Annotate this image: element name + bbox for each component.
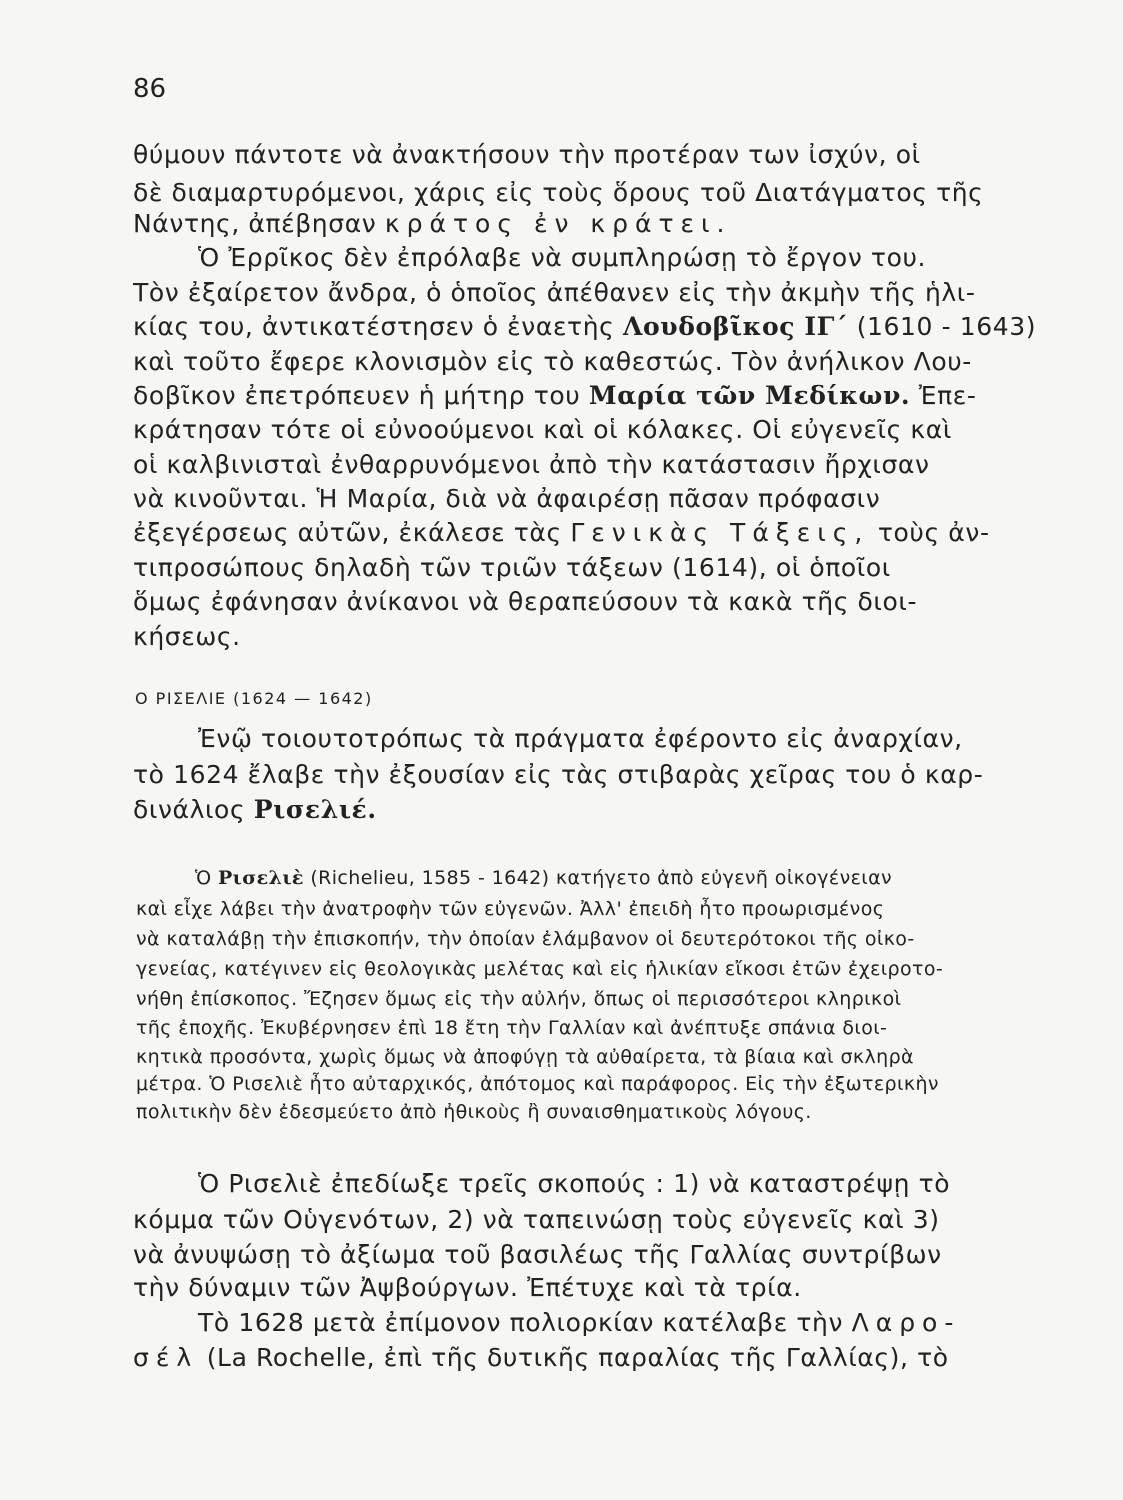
- spaced-emphasis: κράτος ἐν κράτει.: [384, 209, 732, 238]
- note-line: [195, 866, 892, 890]
- page-number: 86: [133, 74, 167, 104]
- note-line: τῆς ἐποχῆς. Ἐκυβέρνησεν ἐπὶ 18 ἔτη τὴν Γαλλίαν καὶ ἀνέπτυξε σπάνια διοι-: [136, 1017, 888, 1039]
- text-line: [133, 795, 377, 825]
- text-run: δοβῖκον ἐπετρόπευεν ἡ μήτηρ του: [133, 381, 581, 410]
- text-line: καὶ τοῦτο ἔφερε κλονισμὸν εἰς τὸ καθεστώς. Τὸν ἀνήλικον Λου-: [133, 347, 972, 376]
- text-run: Τὸ 1628 μετὰ ἐπίμονον πολιορκίαν κατέλαβε τὴν: [198, 1308, 844, 1337]
- bold-name: Λουδοβῖκος ΙΓ΄: [622, 312, 849, 341]
- bold-name: Ρισελιὲ: [217, 867, 304, 889]
- section-heading: Ο ΡΙΣΕΛΙΕ (1624 — 1642): [135, 689, 373, 708]
- note-line: πολιτικὴν δὲν ἐδεσμεύετο ἀπὸ ἠθικοὺς ἢ συναισθηματικοὺς λόγους.: [136, 1101, 812, 1123]
- text-line: κόμμα τῶν Οὑγενότων, 2) νὰ ταπεινώσῃ τοὺς εὐγενεῖς καὶ 3): [133, 1205, 940, 1234]
- text-line: [198, 1308, 960, 1338]
- text-line: [133, 312, 1036, 342]
- text-line: Ἐνῷ τοιουτοτρόπως τὰ πράγματα ἐφέροντο εἰς ἀναρχίαν,: [198, 724, 963, 753]
- text-line: τιπροσώπους δηλαδὴ τῶν τριῶν τάξεων (1614), οἱ ὁποῖοι: [133, 553, 891, 582]
- spaced-emphasis: Λαρο-: [851, 1308, 961, 1337]
- text-line: τὸ 1624 ἔλαβε τὴν ἐξουσίαν εἰς τὰς στιβαρὰς χεῖρας του ὁ καρ-: [133, 760, 984, 789]
- text-line: [133, 209, 731, 239]
- text-run: δινάλιος: [133, 795, 246, 824]
- text-line: Τὸν ἐξαίρετον ἄνδρα, ὁ ὁποῖος ἀπέθανεν εἰς τὴν ἀκμὴν τῆς ἡλι-: [133, 278, 976, 307]
- text-run: (La Rochelle, ἐπὶ τῆς δυτικῆς παραλίας τῆς Γαλλίας), τὸ: [206, 1343, 949, 1372]
- note-line: γενείας, κατέγινεν εἰς θεολογικὰς μελέτας καὶ εἰς ἡλικίαν εἴκοσι ἐτῶν ἐχειροτο-: [136, 958, 944, 980]
- text-line: κράτησαν τότε οἱ εὐνοούμενοι καὶ οἱ κόλακες. Οἱ εὐγενεῖς καὶ: [133, 415, 952, 444]
- text-run: Ὁ: [195, 867, 212, 889]
- text-line: νὰ κινοῦνται. Ἡ Μαρία, διὰ νὰ ἀφαιρέσῃ πᾶσαν πρόφασιν: [133, 484, 881, 513]
- spaced-emphasis: Γενικὰς Τάξεις,: [570, 518, 870, 547]
- bold-name: Ρισελιέ.: [253, 795, 377, 824]
- spaced-emphasis: σέλ: [133, 1343, 199, 1372]
- text-run: τοὺς ἀν-: [877, 518, 990, 547]
- date-range: (1610 - 1643): [856, 312, 1037, 341]
- text-run: Ἐπε-: [918, 381, 977, 410]
- text-line: [133, 518, 990, 548]
- text-line: κήσεως.: [133, 622, 241, 651]
- note-line: κητικὰ προσόντα, χωρὶς ὅμως νὰ ἀποφύγῃ τὰ αὐθαίρετα, τὰ βίαια καὶ σκληρὰ: [136, 1046, 914, 1068]
- note-line: καὶ εἶχε λάβει τὴν ἀνατροφὴν τῶν εὐγενῶν. Ἀλλ' ἐπειδὴ ἦτο προωρισμένος: [136, 898, 885, 920]
- text-line: οἱ καλβινισταὶ ἐνθαρρυνόμενοι ἀπὸ τὴν κατάστασιν ἤρχισαν: [133, 450, 930, 479]
- bold-name: Μαρία τῶν Μεδίκων.: [588, 381, 911, 410]
- note-line: νήθη ἐπίσκοπος. Ἔζησεν ὅμως εἰς τὴν αὐλήν, ὅπως οἱ περισσότεροι κληρικοὶ: [136, 988, 902, 1010]
- text-run: (Richelieu, 1585 - 1642) κατήγετο ἀπὸ εὐγενῆ οἰκογένειαν: [310, 867, 893, 889]
- note-line: νὰ καταλάβῃ τὴν ἐπισκοπήν, τὴν ὁποίαν ἐλάμβανον οἱ δευτερότοκοι τῆς οἰκο-: [136, 928, 915, 950]
- note-line: μέτρα. Ὁ Ρισελιὲ ἦτο αὐταρχικός, ἀπότομος καὶ παράφορος. Εἰς τὴν ἐξωτερικὴν: [136, 1073, 939, 1095]
- text-run: ἐξεγέρσεως αὐτῶν, ἐκάλεσε τὰς: [133, 518, 562, 547]
- text-line: θύμουν πάντοτε νὰ ἀνακτήσουν τὴν προτέραν των ἰσχύν, οἱ: [133, 140, 921, 169]
- text-line: [133, 381, 977, 411]
- text-line: Ὁ Ρισελιὲ ἐπεδίωξε τρεῖς σκοπούς : 1) νὰ καταστρέψῃ τὸ: [198, 1169, 951, 1198]
- text-line: [133, 1343, 949, 1373]
- text-line: Ὁ Ἐρρῖκος δὲν ἐπρόλαβε νὰ συμπληρώσῃ τὸ ἔργον του.: [198, 243, 927, 272]
- text-line: δὲ διαμαρτυρόμενοι, χάρις εἰς τοὺς ὅρους τοῦ Διατάγματος τῆς: [133, 178, 984, 207]
- text-run: Νάντης, ἀπέβησαν: [133, 209, 377, 238]
- text-line: ὅμως ἐφάνησαν ἀνίκανοι νὰ θεραπεύσουν τὰ κακὰ τῆς διοι-: [133, 587, 918, 616]
- text-run: κίας του, ἀντικατέστησεν ὁ ἐναετὴς: [133, 312, 615, 341]
- text-line: τὴν δύναμιν τῶν Ἀψβούργων. Ἐπέτυχε καὶ τὰ τρία.: [133, 1273, 802, 1302]
- text-line: νὰ ἀνυψώσῃ τὸ ἀξίωμα τοῦ βασιλέως τῆς Γαλλίας συντρίβων: [133, 1240, 942, 1269]
